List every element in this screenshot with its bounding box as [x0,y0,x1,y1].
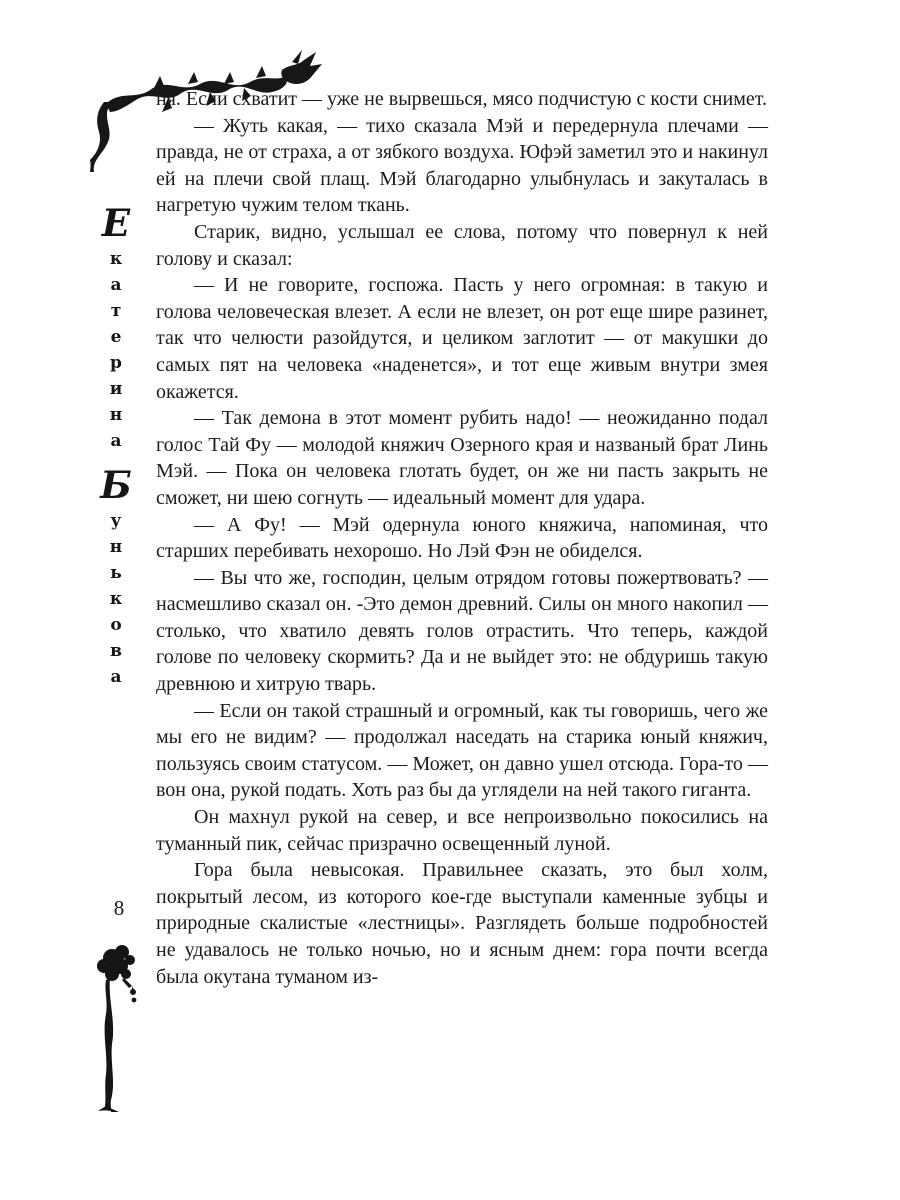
author-letter: ь [110,563,122,583]
page-number: 8 [113,896,125,920]
tree-illustration [90,942,148,1112]
author-letter: в [110,641,122,661]
paragraph: Старик, видно, услышал ее слова, потому что повернул к ней голову и сказал: [156,220,768,270]
author-vertical-name [94,202,138,690]
paragraph: Он махнул рукой на север, и все непроизвольно покосились на туманный пик, сейчас призрачно освещенный луной. [156,806,768,855]
author-initial-letter: Е [101,201,131,245]
paragraph: — Так демона в этот момент рубить надо! — неожиданно подал голос Тай Фу — молодой княжич Озерного края и названый брат Линь Мэй. — Пока он человека глотать будет, он же ни пасть закрыть не сможет, ни шею согнуть — идеальный момент для удара. [156,407,768,509]
author-letter: т [110,301,122,321]
author-letter: н [109,537,123,557]
paragraph: — И не говорите, госпожа. Пасть у него огромная: в такую и голова человеческая влезет. А если не влезет, он рот еще шире разинет, так что челюсти разойдутся, и целиком заглотит — от макушки до самых пят на человека «наденется», и тот еще живым внутри змея окажется. [156,274,768,403]
author-letter: а [110,431,122,451]
author-initial-letter: Б [100,463,132,507]
author-letter: к [109,589,123,609]
author-letter: и [109,379,123,399]
paragraph: ня. Если схватит — уже не вырвешься, мясо подчистую с кости снимет. [156,88,767,110]
paragraph: — Если он такой страшный и огромный, как ты говоришь, чего же мы его не видим? — продолжал наседать на старика юный княжич, пользуясь своим статусом. — Может, он давно ушел отсюда. Гора-то — вон она, рукой подать. Хоть раз бы да углядели на ней такого гиганта. [156,699,768,802]
author-letter: у [110,511,122,531]
paragraph: — А Фу! — Мэй одернула юного княжича, напоминая, что старших перебивать нехорошо. Но Лэй Фэн не обиделся. [156,513,768,563]
text-block [156,86,768,990]
author-letter: а [110,667,122,687]
paragraph: Гора была невысокая. Правильнее сказать, это был холм, покрытый лесом, из которого кое-где выступали каменные зубцы и природные скалистые «лестницы». Разглядеть больше подробностей не удавалось не только ночью, но и ясным днем: гора почти всегда была окутана туманом из- [156,859,768,988]
author-letter: р [110,353,122,373]
author-letter: н [109,405,123,425]
author-letter: к [109,249,123,269]
paragraph: — Вы что же, господин, целым отрядом готовы пожертвовать? — насмешливо сказал он. -Это демон древний. Силы он много накопил — столько, что хватило девять голов отрастить. Что теперь, каждой голове по человеку скормить? Да и не выйдет это: не обдуришь такую древнюю и хитрую тварь. [156,566,768,696]
tree-icon [90,942,148,1112]
author-letter: а [110,275,122,295]
author-letter: о [110,615,122,635]
author-letter: е [110,327,122,347]
paragraph: — Жуть какая, — тихо сказала Мэй и передернула плечами — правда, не от страха, а от зябкого воздуха. Юфэй заметил это и накинул ей на плечи свой плащ. Мэй благодарно улыбнулась и закуталась в нагретую чужим телом ткань. [156,114,768,217]
